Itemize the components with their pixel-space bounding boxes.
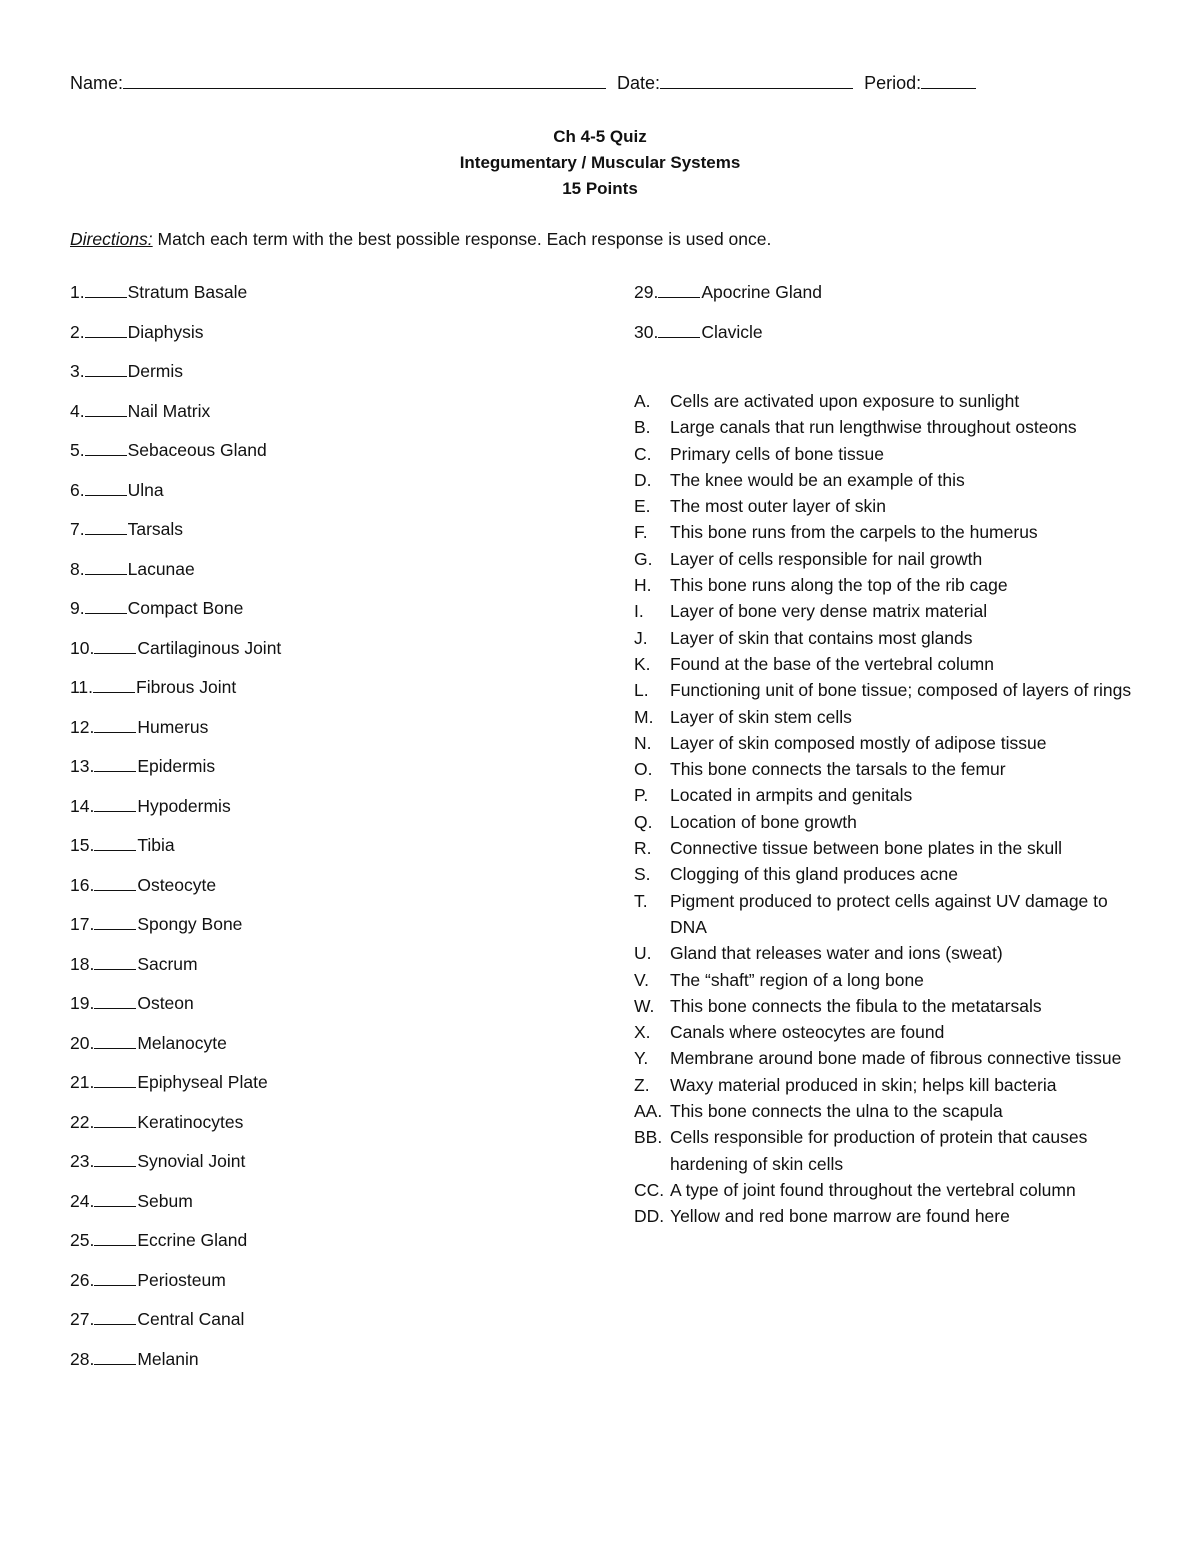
term-number: 4. [70,400,85,421]
term-label: Melanin [137,1348,199,1369]
term-number: 15. [70,835,95,855]
term-item [70,598,610,638]
period-field[interactable] [921,70,976,89]
date-label: Date: [617,73,661,93]
answer-letter: I. [634,601,644,622]
answer-blank[interactable] [94,1350,136,1365]
term-label: Stratum Basale [127,282,248,302]
answer-letter: A. [634,391,651,411]
answer-blank[interactable] [85,520,127,535]
answer-text: Waxy material produced in skin; helps kill bacteria [670,1074,1057,1095]
term-item [70,1270,610,1310]
answer-blank[interactable] [94,1113,136,1128]
answer-item [634,598,1134,624]
answer-item [634,546,1134,572]
answer-text: Connective tissue between bone plates in the skull [670,838,1063,859]
period-label: Period: [864,73,922,93]
directions [70,229,771,250]
answer-text: The “shaft” region of a long bone [670,969,924,990]
answer-text: A type of joint found throughout the vertebral column [670,1179,1076,1200]
term-item [70,835,610,875]
answer-letter: N. [634,732,652,753]
answer-item [634,677,1134,703]
quiz-title-block [0,124,1200,202]
answer-text: Membrane around bone made of fibrous connective tissue [670,1048,1122,1069]
answer-item [634,730,1134,756]
answer-text: The most outer layer of skin [670,496,886,517]
answer-item [634,835,1134,861]
terms-list-left [70,282,610,1388]
term-number: 1. [70,282,85,302]
answer-blank[interactable] [85,362,127,377]
answer-item [634,782,1134,808]
answer-text: Cells are activated upon exposure to sunlight [670,391,1020,411]
answer-text: The knee would be an example of this [670,469,965,490]
term-label: Cartilaginous Joint [137,637,282,658]
answer-item [634,1124,1134,1177]
term-label: Spongy Bone [137,914,243,934]
term-label: Synovial Joint [137,1151,246,1171]
quiz-title: Ch 4-5 Quiz [553,127,647,146]
term-item [70,993,610,1033]
term-number: 11. [70,677,94,697]
term-number: 23. [70,1151,95,1171]
directions-text: Match each term with the best possible response. Each response is used once. [157,229,772,249]
term-label: Hypodermis [137,795,231,816]
answer-item [634,1019,1134,1045]
answer-blank[interactable] [94,1192,136,1207]
term-item [70,401,610,441]
term-number: 24. [70,1190,95,1211]
answer-text: Pigment produced to protect cells against UV damage to DNA [670,890,1108,937]
answer-letter: T. [634,890,648,911]
answer-letter: B. [634,417,651,438]
quiz-subtitle: Integumentary / Muscular Systems [459,153,741,172]
answer-text: Layer of skin that contains most glands [670,627,973,648]
answer-item [634,493,1134,519]
term-item [70,796,610,836]
term-item [70,440,610,480]
answer-letter: J. [634,627,648,648]
answer-item [634,441,1134,467]
answer-list [634,388,1134,1230]
term-item [70,756,610,796]
term-number: 19. [70,993,95,1013]
answer-item [634,967,1134,993]
answer-text: Layer of skin composed mostly of adipose tissue [670,732,1047,753]
answer-letter: S. [634,864,651,885]
answer-item [634,1203,1134,1229]
answer-text: Cells responsible for production of protein that causes hardening of skin cells [670,1127,1088,1174]
term-number: 29. [634,282,659,302]
term-number: 2. [70,321,85,342]
answer-letter: C. [634,443,652,464]
term-item [70,638,610,678]
answer-blank[interactable] [94,1073,136,1088]
term-label: Tibia [137,835,175,855]
term-number: 27. [70,1309,95,1329]
answer-text: This bone connects the fibula to the metatarsals [670,995,1042,1016]
answer-blank[interactable] [94,757,136,772]
answer-blank[interactable] [94,876,136,891]
answer-blank[interactable] [94,994,136,1009]
answer-letter: H. [634,575,652,596]
answer-blank[interactable] [658,323,700,338]
answer-letter: W. [634,995,655,1016]
answer-blank[interactable] [94,836,136,851]
answer-text: Layer of bone very dense matrix material [670,601,988,622]
term-label: Clavicle [701,321,763,342]
term-item [70,1112,610,1152]
date-field[interactable] [660,70,853,89]
term-label: Compact Bone [127,598,244,618]
term-number: 16. [70,874,95,895]
answer-item [634,519,1134,545]
answer-blank[interactable] [85,283,127,298]
answer-item [634,940,1134,966]
answer-item [634,861,1134,887]
answer-blank[interactable] [85,560,127,575]
term-number: 21. [70,1072,95,1092]
term-label: Dermis [127,361,184,381]
answer-blank[interactable] [94,639,136,654]
term-label: Ulna [127,479,164,500]
term-item [70,1151,610,1191]
answer-item [634,1098,1134,1124]
term-label: Eccrine Gland [137,1230,248,1250]
answer-letter: AA. [634,1101,663,1122]
answer-text: Yellow and red bone marrow are found here [670,1206,1010,1227]
answer-blank[interactable] [85,441,127,456]
answer-item [634,1177,1134,1203]
answer-letter: BB. [634,1127,663,1148]
term-label: Humerus [137,716,209,737]
term-label: Osteocyte [137,874,217,895]
answer-text: This bone runs from the carpels to the humerus [670,522,1038,543]
directions-label: Directions: [70,229,153,249]
term-label: Sebaceous Gland [127,440,267,460]
term-number: 12. [70,716,95,737]
term-item [70,322,610,362]
answer-letter: D. [634,469,652,490]
term-label: Epiphyseal Plate [137,1072,268,1092]
term-number: 10. [70,637,95,658]
answer-text: Located in armpits and genitals [670,785,913,806]
answer-text: Clogging of this gland produces acne [670,864,958,885]
answer-letter: R. [634,838,652,859]
answer-blank[interactable] [94,797,136,812]
answer-blank[interactable] [94,1152,136,1167]
answer-letter: Z. [634,1074,650,1095]
term-label: Osteon [137,993,194,1013]
quiz-points: 15 Points [562,179,638,198]
answer-blank[interactable] [85,481,127,496]
term-number: 25. [70,1230,95,1250]
answer-text: Primary cells of bone tissue [670,443,884,464]
answer-blank[interactable] [94,1034,136,1049]
term-number: 5. [70,440,85,460]
answer-blank[interactable] [93,678,135,693]
answer-blank[interactable] [94,915,136,930]
name-field[interactable] [123,70,606,89]
term-number: 14. [70,795,95,816]
term-number: 9. [70,598,85,618]
term-number: 30. [634,321,659,342]
term-label: Sebum [137,1190,193,1211]
answer-text: Large canals that run lengthwise throughout osteons [670,417,1077,438]
term-number: 6. [70,479,85,500]
answer-blank[interactable] [85,323,127,338]
answer-blank[interactable] [85,402,127,417]
term-number: 20. [70,1032,95,1053]
term-label: Central Canal [137,1309,245,1329]
term-item [70,1309,610,1349]
answer-letter: U. [634,943,652,964]
term-item [70,1349,610,1389]
answer-text: Functioning unit of bone tissue; composed of layers of rings [670,680,1132,701]
term-item [70,282,610,322]
answer-letter: M. [634,706,654,727]
term-item [70,677,610,717]
answer-text: This bone runs along the top of the rib cage [670,575,1008,596]
term-label: Epidermis [137,756,216,776]
answer-letter: DD. [634,1206,665,1227]
term-number: 26. [70,1269,95,1290]
term-item [70,1230,610,1270]
answer-blank[interactable] [94,718,136,733]
answer-item [634,414,1134,440]
answer-blank[interactable] [85,599,127,614]
answer-letter: Y. [634,1048,649,1069]
term-item [70,954,610,994]
term-label: Tarsals [127,519,184,539]
term-item [70,717,610,757]
term-item [70,519,610,559]
answer-blank[interactable] [94,1310,136,1325]
term-item [70,361,610,401]
answer-item [634,993,1134,1019]
answer-letter: K. [634,653,651,674]
term-number: 28. [70,1348,95,1369]
term-number: 8. [70,558,85,579]
term-item [634,282,1174,322]
term-number: 13. [70,756,95,776]
answer-item [634,651,1134,677]
answer-item [634,388,1134,414]
answer-item [634,704,1134,730]
answer-item [634,1045,1134,1071]
answer-letter: P. [634,785,649,806]
answer-text: Gland that releases water and ions (sweat) [670,943,1003,964]
term-number: 3. [70,361,85,381]
term-label: Fibrous Joint [136,677,237,697]
answer-text: Location of bone growth [670,811,857,832]
answer-letter: F. [634,522,648,543]
answer-item [634,809,1134,835]
answer-letter: V. [634,969,649,990]
answer-text: Canals where osteocytes are found [670,1022,945,1043]
term-item [70,914,610,954]
answer-letter: Q. [634,811,653,832]
term-item [70,875,610,915]
term-label: Melanocyte [137,1032,227,1053]
answer-blank[interactable] [94,1231,136,1246]
answer-item [634,467,1134,493]
term-item [70,559,610,599]
answer-blank[interactable] [658,283,700,298]
answer-letter: X. [634,1022,651,1043]
term-label: Diaphysis [127,321,204,342]
term-number: 18. [70,953,95,974]
term-item [634,322,1174,362]
answer-letter: CC. [634,1179,665,1200]
answer-blank[interactable] [94,1271,136,1286]
answer-letter: G. [634,548,653,569]
answer-blank[interactable] [94,955,136,970]
answer-text: This bone connects the ulna to the scapula [670,1101,1003,1122]
term-label: Periosteum [137,1269,226,1290]
term-number: 7. [70,519,85,539]
answer-text: Layer of cells responsible for nail growth [670,548,983,569]
term-label: Apocrine Gland [701,282,822,302]
answer-item [634,625,1134,651]
term-label: Nail Matrix [127,400,211,421]
term-number: 17. [70,914,95,934]
answer-text: This bone connects the tarsals to the femur [670,759,1006,780]
term-item [70,480,610,520]
term-item [70,1191,610,1231]
answer-item [634,888,1134,941]
answer-letter: L. [634,680,649,701]
name-label: Name: [70,73,124,93]
term-label: Lacunae [127,558,195,579]
term-label: Sacrum [137,953,198,974]
answer-item [634,572,1134,598]
answer-letter: O. [634,759,653,780]
answer-item [634,1072,1134,1098]
answer-text: Found at the base of the vertebral column [670,653,994,674]
answer-letter: E. [634,496,651,517]
term-item [70,1072,610,1112]
answer-item [634,756,1134,782]
answer-text: Layer of skin stem cells [670,706,852,727]
term-item [70,1033,610,1073]
header-fields [70,70,976,100]
term-number: 22. [70,1111,95,1132]
term-label: Keratinocytes [137,1111,244,1132]
terms-list-right [634,282,1174,361]
